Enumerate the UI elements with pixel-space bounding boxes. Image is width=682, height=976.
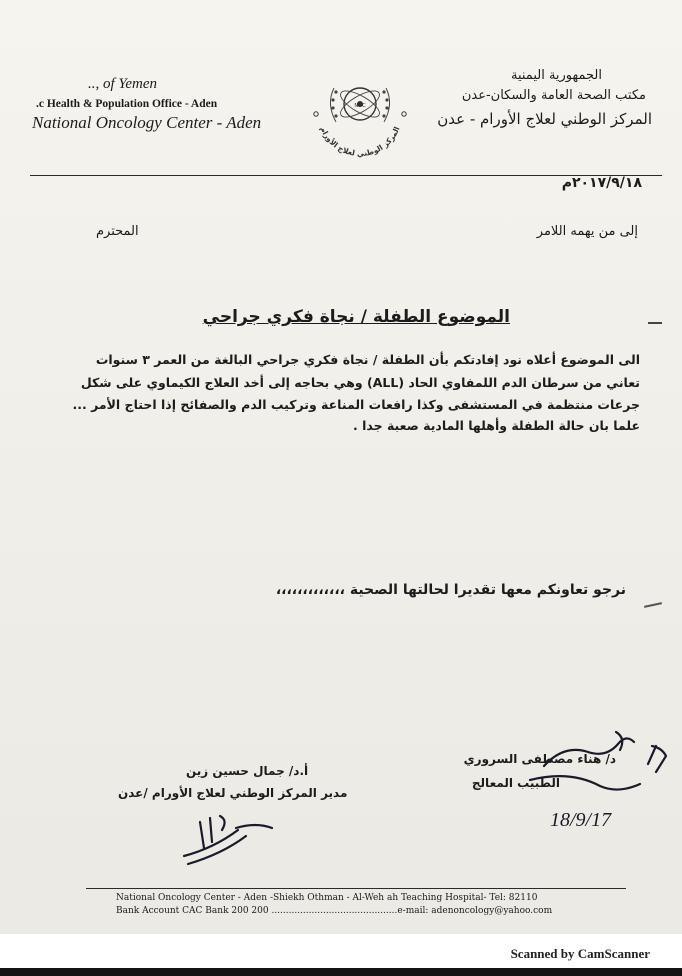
footer-address: National Oncology Center - Aden -Shiekh Othman - Al-Weh ah Teaching Hospital- Tel: 82110 xyxy=(116,893,538,903)
logo-inner-text: NOC xyxy=(354,103,366,109)
svg-text:المركز الوطني لعلاج الأورام xyxy=(318,125,401,158)
body-line: علما بان حالة الطفلة وأهلها المادية صعبة جدا . xyxy=(353,418,640,433)
handwritten-date: 18/9/17 xyxy=(550,809,612,831)
physician-name: د/ هناء مصطفى السروري xyxy=(463,752,616,766)
scan-mark xyxy=(648,322,662,324)
logo-arc-text: المركز الوطني لعلاج الأورام xyxy=(318,125,402,159)
body-line: تعاني من سرطان الدم اللمفاوي الحاد (ALL) وهي بحاجه إلى أخد العلاج الكيماوي على شكل xyxy=(80,375,640,390)
header-ar-country: الجمهورية اليمنية xyxy=(510,68,602,83)
physician-signature xyxy=(470,720,680,840)
letter-subject: الموضوع الطفلة / نجاة فكري جراحي xyxy=(202,307,510,327)
header-en-office: .c Health & Population Office - Aden xyxy=(36,98,218,110)
header-ar-center: المركز الوطني لعلاج الأورام - عدن xyxy=(437,110,652,128)
physician-title: الطبيب المعالج xyxy=(471,776,560,790)
closing-request: نرجو تعاونكم معها تقديرا لحالتها الصحية ،،،،،،،،،،،،، xyxy=(275,582,626,598)
body-line: جرعات منتظمة في المستشفى وكذا رافعات المناعة وتركيب الدم والصفائح إذا احتاج الأمر ... xyxy=(72,397,640,412)
header-en-center: National Oncology Center - Aden xyxy=(32,113,262,132)
letter-date: ٢٠١٧/٩/١٨م xyxy=(561,175,642,191)
center-logo xyxy=(300,66,420,166)
director-title: مدير المركز الوطني لعلاج الأورام /عدن xyxy=(118,786,348,800)
bottom-edge xyxy=(0,968,682,976)
recipient-line: إلى من يهمه اللامر xyxy=(536,224,638,239)
header-en-country: .., of Yemen xyxy=(88,76,158,92)
director-signature xyxy=(176,808,286,868)
scan-mark xyxy=(644,602,662,608)
camscanner-watermark: Scanned by CamScanner xyxy=(510,946,650,961)
footer-bank-email: Bank Account CAC Bank 200 200 ............................................e-mail: adenoncology@yahoo.com xyxy=(116,906,553,916)
logo-emblem-icon xyxy=(300,66,420,166)
director-name: أ.د/ جمال حسين زين xyxy=(186,764,309,778)
body-line: الى الموضوع أعلاه نود إفادتكم بأن الطفلة / نجاة فكري جراحي البالغة من العمر ٣ سنوات xyxy=(95,352,640,367)
header-ar-office: مكتب الصحة العامة والسكان-عدن xyxy=(461,88,646,103)
salutation-respected: المحترم xyxy=(96,224,139,239)
footer-divider xyxy=(86,888,626,889)
